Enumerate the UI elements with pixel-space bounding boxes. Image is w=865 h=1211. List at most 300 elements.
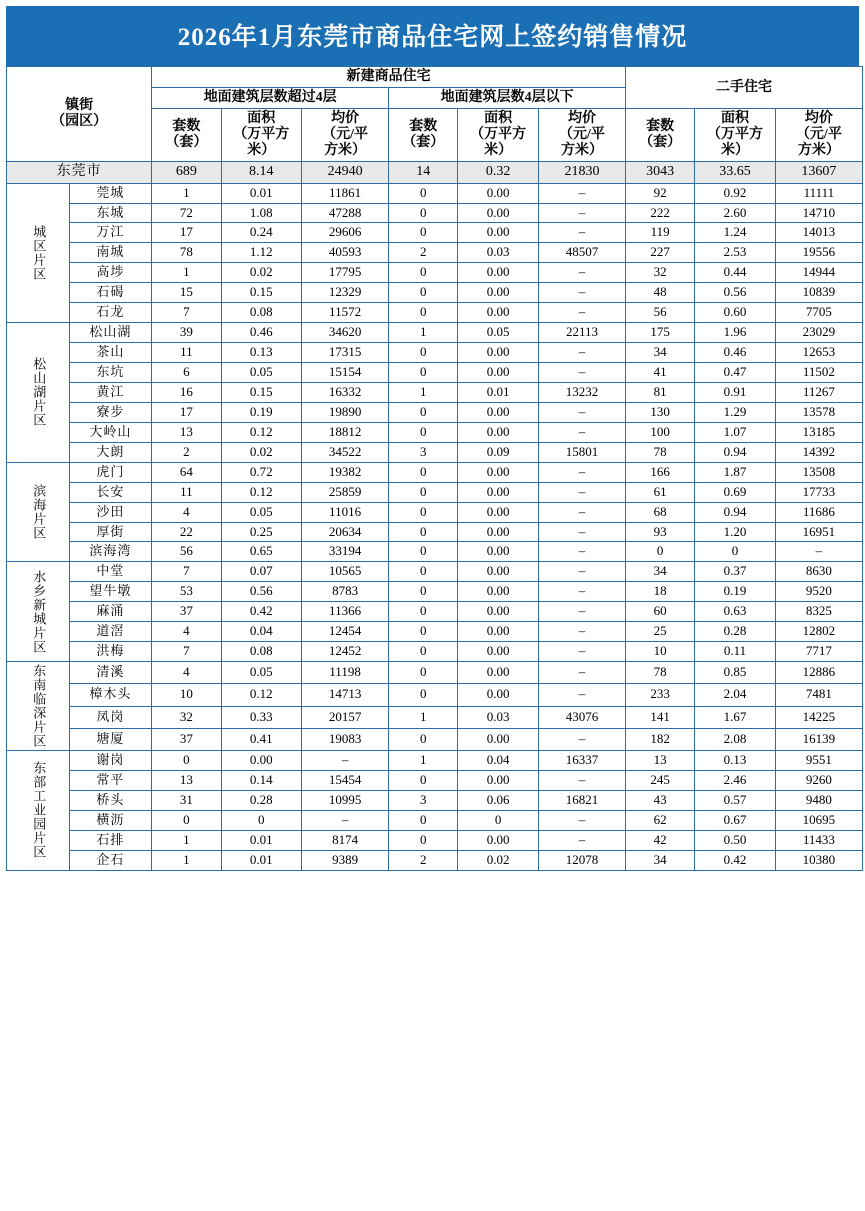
data-cell-4: 0.00 [458, 223, 538, 243]
data-cell-5: 16821 [538, 790, 625, 810]
data-cell-4: 0.00 [458, 283, 538, 303]
data-cell-2: 16332 [301, 382, 388, 402]
data-cell-3: 3 [389, 790, 458, 810]
data-cell-8: 10839 [775, 283, 862, 303]
data-cell-0: 2 [152, 442, 221, 462]
total-cell-4: 0.32 [458, 162, 538, 183]
data-cell-6: 227 [626, 243, 695, 263]
data-cell-3: 0 [389, 728, 458, 750]
header-price-above [301, 109, 388, 162]
header-area-above-l2: （万平方 [233, 127, 290, 143]
header-area-above-l3: 米） [247, 143, 276, 159]
data-cell-0: 53 [152, 582, 221, 602]
data-cell-2: 17795 [301, 263, 388, 283]
data-cell-4: 0.00 [458, 422, 538, 442]
data-cell-6: 34 [626, 562, 695, 582]
town-label: 沙田 [69, 502, 152, 522]
data-cell-0: 22 [152, 522, 221, 542]
data-cell-4: 0.03 [458, 706, 538, 728]
data-cell-0: 7 [152, 642, 221, 662]
data-cell-1: 1.12 [221, 243, 301, 263]
town-label: 清溪 [69, 662, 152, 684]
data-cell-7: 0.42 [695, 850, 775, 870]
data-cell-4: 0.00 [458, 642, 538, 662]
data-cell-6: 34 [626, 343, 695, 363]
data-cell-3: 0 [389, 830, 458, 850]
data-cell-6: 175 [626, 323, 695, 343]
data-cell-2: 9389 [301, 850, 388, 870]
table-row [7, 751, 863, 771]
data-cell-4: 0.02 [458, 850, 538, 870]
data-cell-8: – [775, 542, 862, 562]
data-cell-8: 14225 [775, 706, 862, 728]
data-cell-6: 60 [626, 602, 695, 622]
header-row-1 [7, 67, 863, 88]
data-cell-5: – [538, 343, 625, 363]
data-cell-7: 1.67 [695, 706, 775, 728]
table-row [7, 203, 863, 223]
data-cell-0: 4 [152, 662, 221, 684]
data-cell-2: 12454 [301, 622, 388, 642]
data-cell-1: 0.02 [221, 263, 301, 283]
data-cell-8: 11111 [775, 183, 862, 203]
data-cell-4: 0.00 [458, 622, 538, 642]
data-cell-2: 25859 [301, 482, 388, 502]
total-cell-5: 21830 [538, 162, 625, 183]
town-label: 常平 [69, 771, 152, 791]
data-cell-5: – [538, 402, 625, 422]
town-label: 松山湖 [69, 323, 152, 343]
town-label: 南城 [69, 243, 152, 263]
table-row-total [7, 162, 863, 183]
data-cell-7: 0.37 [695, 562, 775, 582]
table-row [7, 303, 863, 323]
data-cell-8: 13185 [775, 422, 862, 442]
data-cell-6: 100 [626, 422, 695, 442]
header-price-above-l1: 均价 [331, 111, 360, 127]
header-area-below-l1: 面积 [484, 111, 513, 127]
data-cell-8: 9480 [775, 790, 862, 810]
data-cell-5: – [538, 363, 625, 383]
header-units-above-l1: 套数 [172, 119, 201, 135]
data-cell-2: 19890 [301, 402, 388, 422]
data-cell-0: 1 [152, 830, 221, 850]
data-cell-4: 0.00 [458, 771, 538, 791]
data-cell-3: 0 [389, 343, 458, 363]
data-cell-4: 0.00 [458, 183, 538, 203]
data-cell-3: 0 [389, 622, 458, 642]
town-label: 黄江 [69, 382, 152, 402]
data-cell-4: 0.00 [458, 363, 538, 383]
data-cell-2: 34522 [301, 442, 388, 462]
data-cell-3: 0 [389, 771, 458, 791]
data-cell-1: 0.01 [221, 850, 301, 870]
data-cell-5: – [538, 303, 625, 323]
data-cell-0: 78 [152, 243, 221, 263]
data-cell-0: 7 [152, 303, 221, 323]
data-cell-7: 0.50 [695, 830, 775, 850]
data-cell-4: 0.00 [458, 542, 538, 562]
data-cell-3: 0 [389, 684, 458, 706]
town-label: 樟木头 [69, 684, 152, 706]
data-cell-2: 15154 [301, 363, 388, 383]
data-cell-3: 0 [389, 203, 458, 223]
data-cell-4: 0.00 [458, 582, 538, 602]
data-cell-7: 1.87 [695, 462, 775, 482]
data-cell-1: 0.25 [221, 522, 301, 542]
data-cell-0: 32 [152, 706, 221, 728]
data-cell-6: 245 [626, 771, 695, 791]
data-cell-0: 31 [152, 790, 221, 810]
data-cell-4: 0.00 [458, 830, 538, 850]
table-row [7, 343, 863, 363]
data-cell-4: 0.09 [458, 442, 538, 462]
data-cell-0: 15 [152, 283, 221, 303]
table-row [7, 482, 863, 502]
data-cell-6: 78 [626, 662, 695, 684]
data-cell-2: 33194 [301, 542, 388, 562]
data-cell-2: 17315 [301, 343, 388, 363]
data-cell-6: 48 [626, 283, 695, 303]
table-row [7, 442, 863, 462]
data-cell-1: 0.15 [221, 382, 301, 402]
data-cell-5: – [538, 642, 625, 662]
data-cell-1: 0.56 [221, 582, 301, 602]
table-row [7, 542, 863, 562]
data-cell-8: 9520 [775, 582, 862, 602]
data-cell-8: 10695 [775, 810, 862, 830]
data-cell-7: 0.67 [695, 810, 775, 830]
data-cell-6: 182 [626, 728, 695, 750]
data-cell-2: 11861 [301, 183, 388, 203]
header-area-above [221, 109, 301, 162]
data-cell-4: 0.00 [458, 662, 538, 684]
total-cell-0: 689 [152, 162, 221, 183]
town-label: 中堂 [69, 562, 152, 582]
data-cell-0: 1 [152, 850, 221, 870]
region-label-3: 水乡新城片区 [7, 562, 70, 662]
data-cell-2: 10565 [301, 562, 388, 582]
header-units-second-l1: 套数 [646, 119, 675, 135]
table-row [7, 810, 863, 830]
data-cell-7: 2.60 [695, 203, 775, 223]
data-cell-5: – [538, 582, 625, 602]
data-cell-4: 0.00 [458, 303, 538, 323]
total-cell-6: 3043 [626, 162, 695, 183]
page-title: 2026年1月东莞市商品住宅网上签约销售情况 [6, 6, 859, 66]
table-row [7, 283, 863, 303]
data-cell-0: 0 [152, 810, 221, 830]
data-cell-1: 0.15 [221, 283, 301, 303]
table-row [7, 662, 863, 684]
data-cell-7: 0.11 [695, 642, 775, 662]
data-cell-7: 0.60 [695, 303, 775, 323]
data-cell-7: 0.92 [695, 183, 775, 203]
header-region-line2: （园区） [51, 114, 108, 130]
data-cell-7: 0.94 [695, 502, 775, 522]
table-row [7, 522, 863, 542]
data-cell-2: 8174 [301, 830, 388, 850]
total-cell-2: 24940 [301, 162, 388, 183]
header-area-above-l1: 面积 [247, 111, 276, 127]
header-units-second-l2: （套） [639, 135, 682, 151]
table-row [7, 323, 863, 343]
data-cell-3: 0 [389, 562, 458, 582]
town-label: 万江 [69, 223, 152, 243]
town-label: 凤岗 [69, 706, 152, 728]
table-row [7, 602, 863, 622]
table-row [7, 263, 863, 283]
data-cell-3: 0 [389, 422, 458, 442]
data-cell-7: 1.24 [695, 223, 775, 243]
data-cell-2: 19083 [301, 728, 388, 750]
data-cell-8: 8630 [775, 562, 862, 582]
data-cell-4: 0.00 [458, 728, 538, 750]
data-cell-2: 40593 [301, 243, 388, 263]
data-cell-8: 17733 [775, 482, 862, 502]
data-cell-8: 16139 [775, 728, 862, 750]
data-cell-2: 29606 [301, 223, 388, 243]
data-cell-8: 10380 [775, 850, 862, 870]
data-cell-7: 1.20 [695, 522, 775, 542]
data-cell-6: 68 [626, 502, 695, 522]
data-cell-1: 0.04 [221, 622, 301, 642]
data-cell-1: 0.13 [221, 343, 301, 363]
table-row [7, 223, 863, 243]
header-price-below-l2: （元/平 [559, 127, 605, 143]
data-cell-2: 20157 [301, 706, 388, 728]
data-cell-8: 12802 [775, 622, 862, 642]
table-row [7, 562, 863, 582]
data-cell-1: 0.01 [221, 183, 301, 203]
data-cell-2: 18812 [301, 422, 388, 442]
data-cell-0: 17 [152, 402, 221, 422]
header-price-second-l1: 均价 [804, 111, 833, 127]
data-cell-3: 2 [389, 850, 458, 870]
data-cell-5: 22113 [538, 323, 625, 343]
data-cell-8: 19556 [775, 243, 862, 263]
data-cell-0: 56 [152, 542, 221, 562]
data-cell-7: 0.19 [695, 582, 775, 602]
data-cell-0: 37 [152, 728, 221, 750]
data-cell-7: 0.94 [695, 442, 775, 462]
data-cell-5: – [538, 502, 625, 522]
header-price-second-l2: （元/平 [795, 127, 842, 143]
town-label: 大朗 [69, 442, 152, 462]
data-cell-6: 0 [626, 542, 695, 562]
data-cell-1: 1.08 [221, 203, 301, 223]
data-cell-1: 0.02 [221, 442, 301, 462]
table-row [7, 622, 863, 642]
data-cell-6: 233 [626, 684, 695, 706]
table-row [7, 706, 863, 728]
header-area-second-l2: （万平方 [707, 127, 764, 143]
header-units-second [626, 109, 695, 162]
data-cell-5: – [538, 771, 625, 791]
data-cell-3: 0 [389, 303, 458, 323]
data-cell-5: 16337 [538, 751, 625, 771]
data-cell-3: 0 [389, 223, 458, 243]
table-header [7, 67, 863, 162]
header-area-below-l3: 米） [484, 143, 513, 159]
data-cell-2: – [301, 810, 388, 830]
data-cell-8: 16951 [775, 522, 862, 542]
data-cell-1: 0.33 [221, 706, 301, 728]
data-cell-6: 61 [626, 482, 695, 502]
header-new-housing: 新建商品住宅 [152, 67, 626, 88]
data-cell-3: 0 [389, 642, 458, 662]
data-cell-5: – [538, 562, 625, 582]
data-cell-7: 0.63 [695, 602, 775, 622]
header-price-second [775, 109, 862, 162]
data-cell-6: 42 [626, 830, 695, 850]
table-row [7, 402, 863, 422]
data-cell-8: 11267 [775, 382, 862, 402]
header-region-line1: 镇街 [65, 98, 94, 114]
data-cell-5: – [538, 462, 625, 482]
data-cell-1: 0.72 [221, 462, 301, 482]
town-label: 洪梅 [69, 642, 152, 662]
data-cell-3: 0 [389, 662, 458, 684]
data-cell-4: 0.00 [458, 263, 538, 283]
data-cell-7: 1.96 [695, 323, 775, 343]
data-cell-4: 0 [458, 810, 538, 830]
data-cell-0: 1 [152, 263, 221, 283]
town-label: 寮步 [69, 402, 152, 422]
data-cell-1: 0.01 [221, 830, 301, 850]
town-label: 高埗 [69, 263, 152, 283]
town-label: 麻涌 [69, 602, 152, 622]
data-cell-2: 11366 [301, 602, 388, 622]
town-label: 企石 [69, 850, 152, 870]
data-cell-0: 13 [152, 771, 221, 791]
data-cell-4: 0.03 [458, 243, 538, 263]
data-cell-6: 13 [626, 751, 695, 771]
data-cell-7: 0.69 [695, 482, 775, 502]
data-cell-1: 0.12 [221, 422, 301, 442]
data-cell-5: – [538, 810, 625, 830]
table-row [7, 642, 863, 662]
data-cell-3: 2 [389, 243, 458, 263]
data-cell-1: 0.46 [221, 323, 301, 343]
table-row [7, 850, 863, 870]
data-cell-1: 0.14 [221, 771, 301, 791]
header-price-below-l1: 均价 [567, 111, 596, 127]
table-row [7, 790, 863, 810]
data-cell-7: 0.28 [695, 622, 775, 642]
total-row-label: 东莞市 [7, 162, 152, 183]
town-label: 石排 [69, 830, 152, 850]
data-cell-5: – [538, 728, 625, 750]
data-cell-6: 222 [626, 203, 695, 223]
data-cell-8: 8325 [775, 602, 862, 622]
data-cell-0: 37 [152, 602, 221, 622]
data-cell-4: 0.01 [458, 382, 538, 402]
table-row [7, 502, 863, 522]
total-cell-8: 13607 [775, 162, 862, 183]
data-cell-7: 0.46 [695, 343, 775, 363]
data-cell-3: 0 [389, 363, 458, 383]
data-cell-1: 0.12 [221, 482, 301, 502]
data-cell-2: 12452 [301, 642, 388, 662]
region-label-4: 东南临深片区 [7, 662, 70, 751]
data-cell-2: 11016 [301, 502, 388, 522]
data-cell-7: 2.53 [695, 243, 775, 263]
data-cell-3: 0 [389, 183, 458, 203]
data-cell-1: 0.28 [221, 790, 301, 810]
town-label: 大岭山 [69, 422, 152, 442]
data-cell-2: 19382 [301, 462, 388, 482]
data-cell-2: 14713 [301, 684, 388, 706]
data-cell-5: 43076 [538, 706, 625, 728]
data-cell-1: 0.00 [221, 751, 301, 771]
data-cell-4: 0.00 [458, 562, 538, 582]
data-cell-6: 119 [626, 223, 695, 243]
header-above-4-floors: 地面建筑层数超过4层 [152, 88, 389, 109]
town-label: 虎门 [69, 462, 152, 482]
data-cell-8: 12653 [775, 343, 862, 363]
data-cell-0: 4 [152, 502, 221, 522]
data-cell-0: 7 [152, 562, 221, 582]
data-cell-3: 1 [389, 323, 458, 343]
data-cell-5: – [538, 684, 625, 706]
data-cell-0: 11 [152, 482, 221, 502]
data-cell-4: 0.05 [458, 323, 538, 343]
data-cell-2: 10995 [301, 790, 388, 810]
data-cell-0: 6 [152, 363, 221, 383]
table-row [7, 243, 863, 263]
data-cell-5: – [538, 183, 625, 203]
data-cell-3: 0 [389, 582, 458, 602]
total-cell-3: 14 [389, 162, 458, 183]
header-area-second-l3: 米） [721, 143, 750, 159]
data-cell-8: 11502 [775, 363, 862, 383]
town-label: 茶山 [69, 343, 152, 363]
data-cell-5: – [538, 482, 625, 502]
data-cell-3: 3 [389, 442, 458, 462]
data-cell-5: 13232 [538, 382, 625, 402]
data-cell-7: 0 [695, 542, 775, 562]
data-cell-0: 10 [152, 684, 221, 706]
data-cell-3: 0 [389, 283, 458, 303]
data-cell-7: 1.29 [695, 402, 775, 422]
town-label: 厚街 [69, 522, 152, 542]
data-cell-3: 1 [389, 751, 458, 771]
data-cell-1: 0 [221, 810, 301, 830]
data-cell-5: – [538, 522, 625, 542]
data-cell-5: – [538, 223, 625, 243]
data-cell-4: 0.00 [458, 462, 538, 482]
data-cell-0: 16 [152, 382, 221, 402]
header-price-above-l2: （元/平 [322, 127, 368, 143]
header-price-below-l3: 方米） [560, 143, 603, 159]
town-label: 道滘 [69, 622, 152, 642]
data-cell-6: 92 [626, 183, 695, 203]
total-cell-1: 8.14 [221, 162, 301, 183]
data-cell-3: 0 [389, 402, 458, 422]
data-cell-6: 18 [626, 582, 695, 602]
town-label: 滨海湾 [69, 542, 152, 562]
data-cell-8: 23029 [775, 323, 862, 343]
data-cell-5: – [538, 602, 625, 622]
data-cell-6: 56 [626, 303, 695, 323]
data-cell-8: 9260 [775, 771, 862, 791]
total-cell-7: 33.65 [695, 162, 775, 183]
data-cell-6: 25 [626, 622, 695, 642]
data-cell-3: 0 [389, 482, 458, 502]
data-cell-6: 10 [626, 642, 695, 662]
data-cell-1: 0.05 [221, 662, 301, 684]
